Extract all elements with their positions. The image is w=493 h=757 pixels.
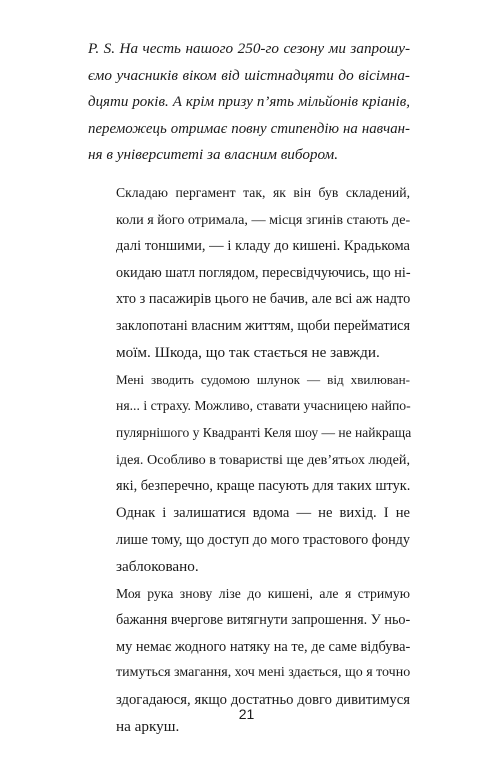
text-line: P. S. На честь нашого 250-го сезону ми запрошу- — [88, 40, 410, 57]
text-line: Моя рука знову лізе до кишені, але я стримую — [116, 585, 410, 601]
text-line: лише тому, що доступ до мого трастового фонду — [116, 531, 410, 548]
text-line: коли я його отримала, — місця згинів стають де- — [116, 211, 411, 228]
text-line: далі тоншими, — і кладу до кишені. Крадькома — [116, 238, 410, 255]
postscript-block — [88, 36, 410, 169]
text-line: пулярнішого у Квадранті Келя шоу — не найкраща — [116, 424, 412, 440]
text-line: заблоковано. — [116, 557, 199, 575]
text-line: ідея. Особливо в товаристві ще дев’ятьох людей, — [116, 451, 410, 468]
paragraph — [88, 180, 410, 366]
paragraph — [88, 367, 410, 500]
text-line: ня в університеті за власним вибором. — [88, 146, 339, 164]
text-line: Мені зводить судомою шлунок — від хвилюван- — [116, 371, 410, 387]
text-line: Однак і залишатися вдома — не вихід. І не — [116, 505, 410, 522]
text-line: тимуться змагання, хоч мені здається, що я точно — [116, 665, 411, 681]
text-line: Складаю пергамент так, як він був складений, — [116, 185, 410, 200]
text-line: бажання вчергове витягнути запрошення. У ньо- — [116, 612, 411, 629]
text-line: які, безперечно, краще пасують для таких штук. — [116, 478, 411, 495]
text-line: дцяти років. А крім призу п’ять мільйонів кріанів, — [88, 94, 410, 111]
paragraph — [88, 500, 410, 580]
text-line: здогадаюся, якщо достатньо довго дивитимуся — [116, 692, 410, 709]
text-line: на аркуш. — [116, 717, 180, 735]
text-line: окидаю шатл поглядом, пересвідчуючись, що ні- — [116, 264, 411, 281]
text-line: переможець отримає повну стипендію на навчан- — [88, 120, 410, 137]
text-line: заклопотані власним життям, щоби перейматися — [116, 317, 410, 334]
text-line: моїм. Шкода, що так стається не завжди. — [116, 343, 380, 361]
text-line: хто з пасажирів цього не бачив, але всі аж надто — [116, 291, 411, 308]
body-text — [88, 180, 410, 741]
page-number: 21 — [238, 706, 255, 722]
text-line: ня... і страху. Можливо, ставати учасницею найпо- — [116, 398, 411, 414]
text-line: ємо учасників віком від шістнадцяти до вісімна- — [88, 66, 410, 84]
postscript-paragraph — [88, 36, 410, 169]
text-line: му немає жодного натяку на те, де саме відбува- — [116, 638, 411, 655]
